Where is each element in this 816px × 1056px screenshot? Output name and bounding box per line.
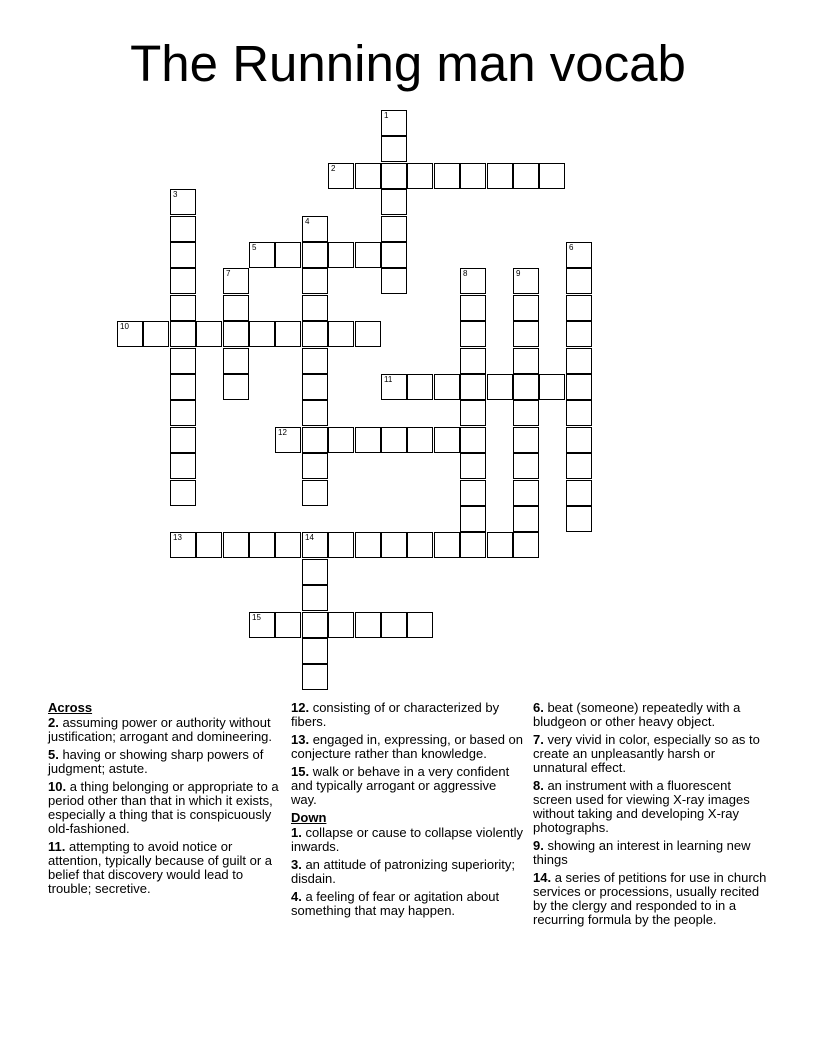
grid-cell[interactable] xyxy=(302,612,328,638)
grid-cell[interactable] xyxy=(460,374,486,400)
grid-cell[interactable] xyxy=(566,295,592,321)
clue-number: 8. xyxy=(533,778,544,793)
clue-number: 5. xyxy=(48,747,59,762)
clue-item xyxy=(291,858,523,886)
grid-cell[interactable] xyxy=(170,427,196,453)
grid-cell[interactable] xyxy=(487,163,513,189)
clue-number-label: 11 xyxy=(384,375,393,384)
grid-cell[interactable] xyxy=(381,612,407,638)
clue-number-label: 12 xyxy=(278,428,287,437)
grid-cell[interactable] xyxy=(223,295,249,321)
grid-cell[interactable] xyxy=(249,321,275,347)
clue-number-label: 3 xyxy=(173,190,178,199)
grid-cell[interactable] xyxy=(460,295,486,321)
grid-cell[interactable] xyxy=(302,532,328,558)
clue-text: walk or behave in a very confident and typically arrogant or aggressive way. xyxy=(291,764,510,807)
grid-cell[interactable] xyxy=(381,242,407,268)
grid-cell[interactable] xyxy=(117,321,143,347)
down-heading: Down xyxy=(291,810,327,825)
grid-cell[interactable] xyxy=(302,638,328,664)
grid-cell[interactable] xyxy=(407,427,433,453)
clue-number-label: 2 xyxy=(331,164,336,173)
grid-cell[interactable] xyxy=(170,216,196,242)
grid-cell[interactable] xyxy=(460,506,486,532)
grid-cell[interactable] xyxy=(249,242,275,268)
grid-cell[interactable] xyxy=(302,427,328,453)
clue-number: 4. xyxy=(291,889,302,904)
clue-column-2 xyxy=(291,701,523,922)
grid-cell[interactable] xyxy=(328,242,354,268)
clue-text: assuming power or authority without justification; arrogant and domineering. xyxy=(48,715,273,744)
grid-cell[interactable] xyxy=(513,295,539,321)
clue-number-label: 7 xyxy=(226,269,231,278)
clue-number: 11. xyxy=(48,839,66,854)
clue-number-label: 9 xyxy=(516,269,521,278)
grid-cell[interactable] xyxy=(539,374,565,400)
grid-cell[interactable] xyxy=(170,189,196,215)
grid-cell[interactable] xyxy=(566,348,592,374)
grid-cell[interactable] xyxy=(328,163,354,189)
puzzle-title: The Running man vocab xyxy=(130,35,686,92)
clue-item xyxy=(48,780,284,836)
clue-number-label: 14 xyxy=(305,533,314,542)
grid-cell[interactable] xyxy=(170,348,196,374)
grid-cell[interactable] xyxy=(170,242,196,268)
grid-cell[interactable] xyxy=(302,295,328,321)
grid-cell[interactable] xyxy=(249,532,275,558)
grid-cell[interactable] xyxy=(566,506,592,532)
grid-cell[interactable] xyxy=(434,532,460,558)
grid-cell[interactable] xyxy=(223,374,249,400)
grid-cell[interactable] xyxy=(381,110,407,136)
grid-cell[interactable] xyxy=(539,163,565,189)
clue-item xyxy=(533,839,769,867)
grid-cell[interactable] xyxy=(302,216,328,242)
clue-column-1 xyxy=(48,701,284,900)
grid-cell[interactable] xyxy=(381,268,407,294)
clue-item xyxy=(291,890,523,918)
grid-cell[interactable] xyxy=(223,321,249,347)
clue-item xyxy=(48,748,284,776)
grid-cell[interactable] xyxy=(302,242,328,268)
clue-number-label: 4 xyxy=(305,217,310,226)
grid-cell[interactable] xyxy=(249,612,275,638)
grid-cell[interactable] xyxy=(302,453,328,479)
clue-number: 3. xyxy=(291,857,302,872)
clue-text: beat (someone) repeatedly with a bludgeon or other heavy object. xyxy=(533,700,741,729)
grid-cell[interactable] xyxy=(381,532,407,558)
grid-cell[interactable] xyxy=(566,400,592,426)
grid-cell[interactable] xyxy=(328,612,354,638)
clue-text: a feeling of fear or agitation about something that may happen. xyxy=(291,889,500,918)
grid-cell[interactable] xyxy=(381,374,407,400)
grid-cell[interactable] xyxy=(302,585,328,611)
clue-text: attempting to avoid notice or attention, typically because of guilt or a belief that discovery would lead to trouble; secretive. xyxy=(48,839,273,896)
grid-cell[interactable] xyxy=(381,216,407,242)
grid-cell[interactable] xyxy=(302,268,328,294)
grid-cell[interactable] xyxy=(460,400,486,426)
grid-cell[interactable] xyxy=(170,268,196,294)
clue-text: collapse or cause to collapse violently inwards. xyxy=(291,825,523,854)
grid-cell[interactable] xyxy=(302,480,328,506)
clue-item xyxy=(533,871,769,927)
grid-cell[interactable] xyxy=(513,374,539,400)
grid-cell[interactable] xyxy=(460,268,486,294)
clue-text: showing an interest in learning new things xyxy=(533,838,751,867)
grid-cell[interactable] xyxy=(407,532,433,558)
grid-cell[interactable] xyxy=(328,532,354,558)
clue-text: an instrument with a fluorescent screen used for viewing X-ray images without taking and developing X-ray photographs. xyxy=(533,778,750,835)
grid-cell[interactable] xyxy=(566,242,592,268)
clue-number-label: 6 xyxy=(569,243,574,252)
grid-cell[interactable] xyxy=(460,348,486,374)
clue-item xyxy=(533,701,769,729)
grid-cell[interactable] xyxy=(143,321,169,347)
grid-cell[interactable] xyxy=(223,268,249,294)
grid-cell[interactable] xyxy=(513,348,539,374)
clue-text: an attitude of patronizing superiority; disdain. xyxy=(291,857,516,886)
grid-cell[interactable] xyxy=(170,453,196,479)
grid-cell[interactable] xyxy=(566,268,592,294)
clue-number: 9. xyxy=(533,838,544,853)
grid-cell[interactable] xyxy=(355,532,381,558)
grid-cell[interactable] xyxy=(513,532,539,558)
clue-number: 15. xyxy=(291,764,310,779)
grid-cell[interactable] xyxy=(170,321,196,347)
grid-cell[interactable] xyxy=(223,348,249,374)
clue-number-label: 10 xyxy=(120,322,129,331)
clue-number-label: 5 xyxy=(252,243,257,252)
grid-cell[interactable] xyxy=(407,163,433,189)
grid-cell[interactable] xyxy=(407,374,433,400)
grid-cell[interactable] xyxy=(460,163,486,189)
clue-number: 1. xyxy=(291,825,302,840)
clue-text: very vivid in color, especially so as to create an unpleasantly harsh or unnatural effect. xyxy=(533,732,760,775)
grid-cell[interactable] xyxy=(170,480,196,506)
clue-item xyxy=(291,733,523,761)
grid-cell[interactable] xyxy=(566,374,592,400)
grid-cell[interactable] xyxy=(566,453,592,479)
grid-cell[interactable] xyxy=(170,400,196,426)
grid-cell[interactable] xyxy=(302,664,328,690)
grid-cell[interactable] xyxy=(170,532,196,558)
clue-text: a thing belonging or appropriate to a period other than that in which it exists, especially a thing that is conspicuously old-fashioned. xyxy=(48,779,279,836)
grid-cell[interactable] xyxy=(434,427,460,453)
clue-item xyxy=(48,840,284,896)
clue-number-label: 15 xyxy=(252,613,261,622)
grid-cell[interactable] xyxy=(513,427,539,453)
clue-number-label: 13 xyxy=(173,533,182,542)
grid-cell[interactable] xyxy=(381,163,407,189)
clue-column-3 xyxy=(533,701,769,931)
clue-number: 7. xyxy=(533,732,544,747)
clue-number-label: 8 xyxy=(463,269,468,278)
grid-cell[interactable] xyxy=(460,321,486,347)
grid-cell[interactable] xyxy=(566,321,592,347)
grid-cell[interactable] xyxy=(460,427,486,453)
grid-cell[interactable] xyxy=(302,374,328,400)
grid-cell[interactable] xyxy=(196,532,222,558)
clue-number-label: 1 xyxy=(384,111,389,120)
grid-cell[interactable] xyxy=(302,400,328,426)
grid-cell[interactable] xyxy=(355,242,381,268)
grid-cell[interactable] xyxy=(170,295,196,321)
grid-cell[interactable] xyxy=(487,532,513,558)
grid-cell[interactable] xyxy=(513,163,539,189)
grid-cell[interactable] xyxy=(513,268,539,294)
clue-item xyxy=(533,779,769,835)
clue-item xyxy=(533,733,769,775)
grid-cell[interactable] xyxy=(381,136,407,162)
grid-cell[interactable] xyxy=(434,163,460,189)
clue-item xyxy=(291,701,523,729)
clue-number: 2. xyxy=(48,715,59,730)
clue-number: 10. xyxy=(48,779,67,794)
clue-number: 13. xyxy=(291,732,310,747)
grid-cell[interactable] xyxy=(487,374,513,400)
grid-cell[interactable] xyxy=(302,559,328,585)
grid-cell[interactable] xyxy=(275,532,301,558)
grid-cell[interactable] xyxy=(223,532,249,558)
grid-cell[interactable] xyxy=(460,453,486,479)
grid-cell[interactable] xyxy=(275,321,301,347)
grid-cell[interactable] xyxy=(381,189,407,215)
grid-cell[interactable] xyxy=(355,163,381,189)
grid-cell[interactable] xyxy=(355,427,381,453)
grid-cell[interactable] xyxy=(328,427,354,453)
grid-cell[interactable] xyxy=(355,321,381,347)
clue-number: 6. xyxy=(533,700,544,715)
grid-cell[interactable] xyxy=(407,612,433,638)
grid-cell[interactable] xyxy=(302,348,328,374)
clue-number: 12. xyxy=(291,700,310,715)
grid-cell[interactable] xyxy=(460,532,486,558)
clue-text: having or showing sharp powers of judgment; astute. xyxy=(48,747,264,776)
across-heading: Across xyxy=(48,700,93,715)
grid-cell[interactable] xyxy=(566,480,592,506)
grid-cell[interactable] xyxy=(275,242,301,268)
grid-cell[interactable] xyxy=(434,374,460,400)
grid-cell[interactable] xyxy=(513,400,539,426)
grid-cell[interactable] xyxy=(275,427,301,453)
grid-cell[interactable] xyxy=(513,480,539,506)
grid-cell[interactable] xyxy=(566,427,592,453)
clue-text: consisting of or characterized by fibers. xyxy=(291,700,500,729)
clue-text: a series of petitions for use in church services or processions, usually recited by the clergy and responded to in a recurring formula by the people. xyxy=(533,870,767,927)
grid-cell[interactable] xyxy=(355,612,381,638)
grid-cell[interactable] xyxy=(460,480,486,506)
grid-cell[interactable] xyxy=(170,374,196,400)
grid-cell[interactable] xyxy=(513,453,539,479)
grid-cell[interactable] xyxy=(196,321,222,347)
clue-text: engaged in, expressing, or based on conjecture rather than knowledge. xyxy=(291,732,524,761)
grid-cell[interactable] xyxy=(513,321,539,347)
clue-number: 14. xyxy=(533,870,552,885)
clue-item xyxy=(48,716,284,744)
grid-cell[interactable] xyxy=(275,612,301,638)
clue-item xyxy=(291,826,523,854)
clue-item xyxy=(291,765,523,807)
grid-cell[interactable] xyxy=(302,321,328,347)
grid-cell[interactable] xyxy=(381,427,407,453)
grid-cell[interactable] xyxy=(328,321,354,347)
grid-cell[interactable] xyxy=(513,506,539,532)
